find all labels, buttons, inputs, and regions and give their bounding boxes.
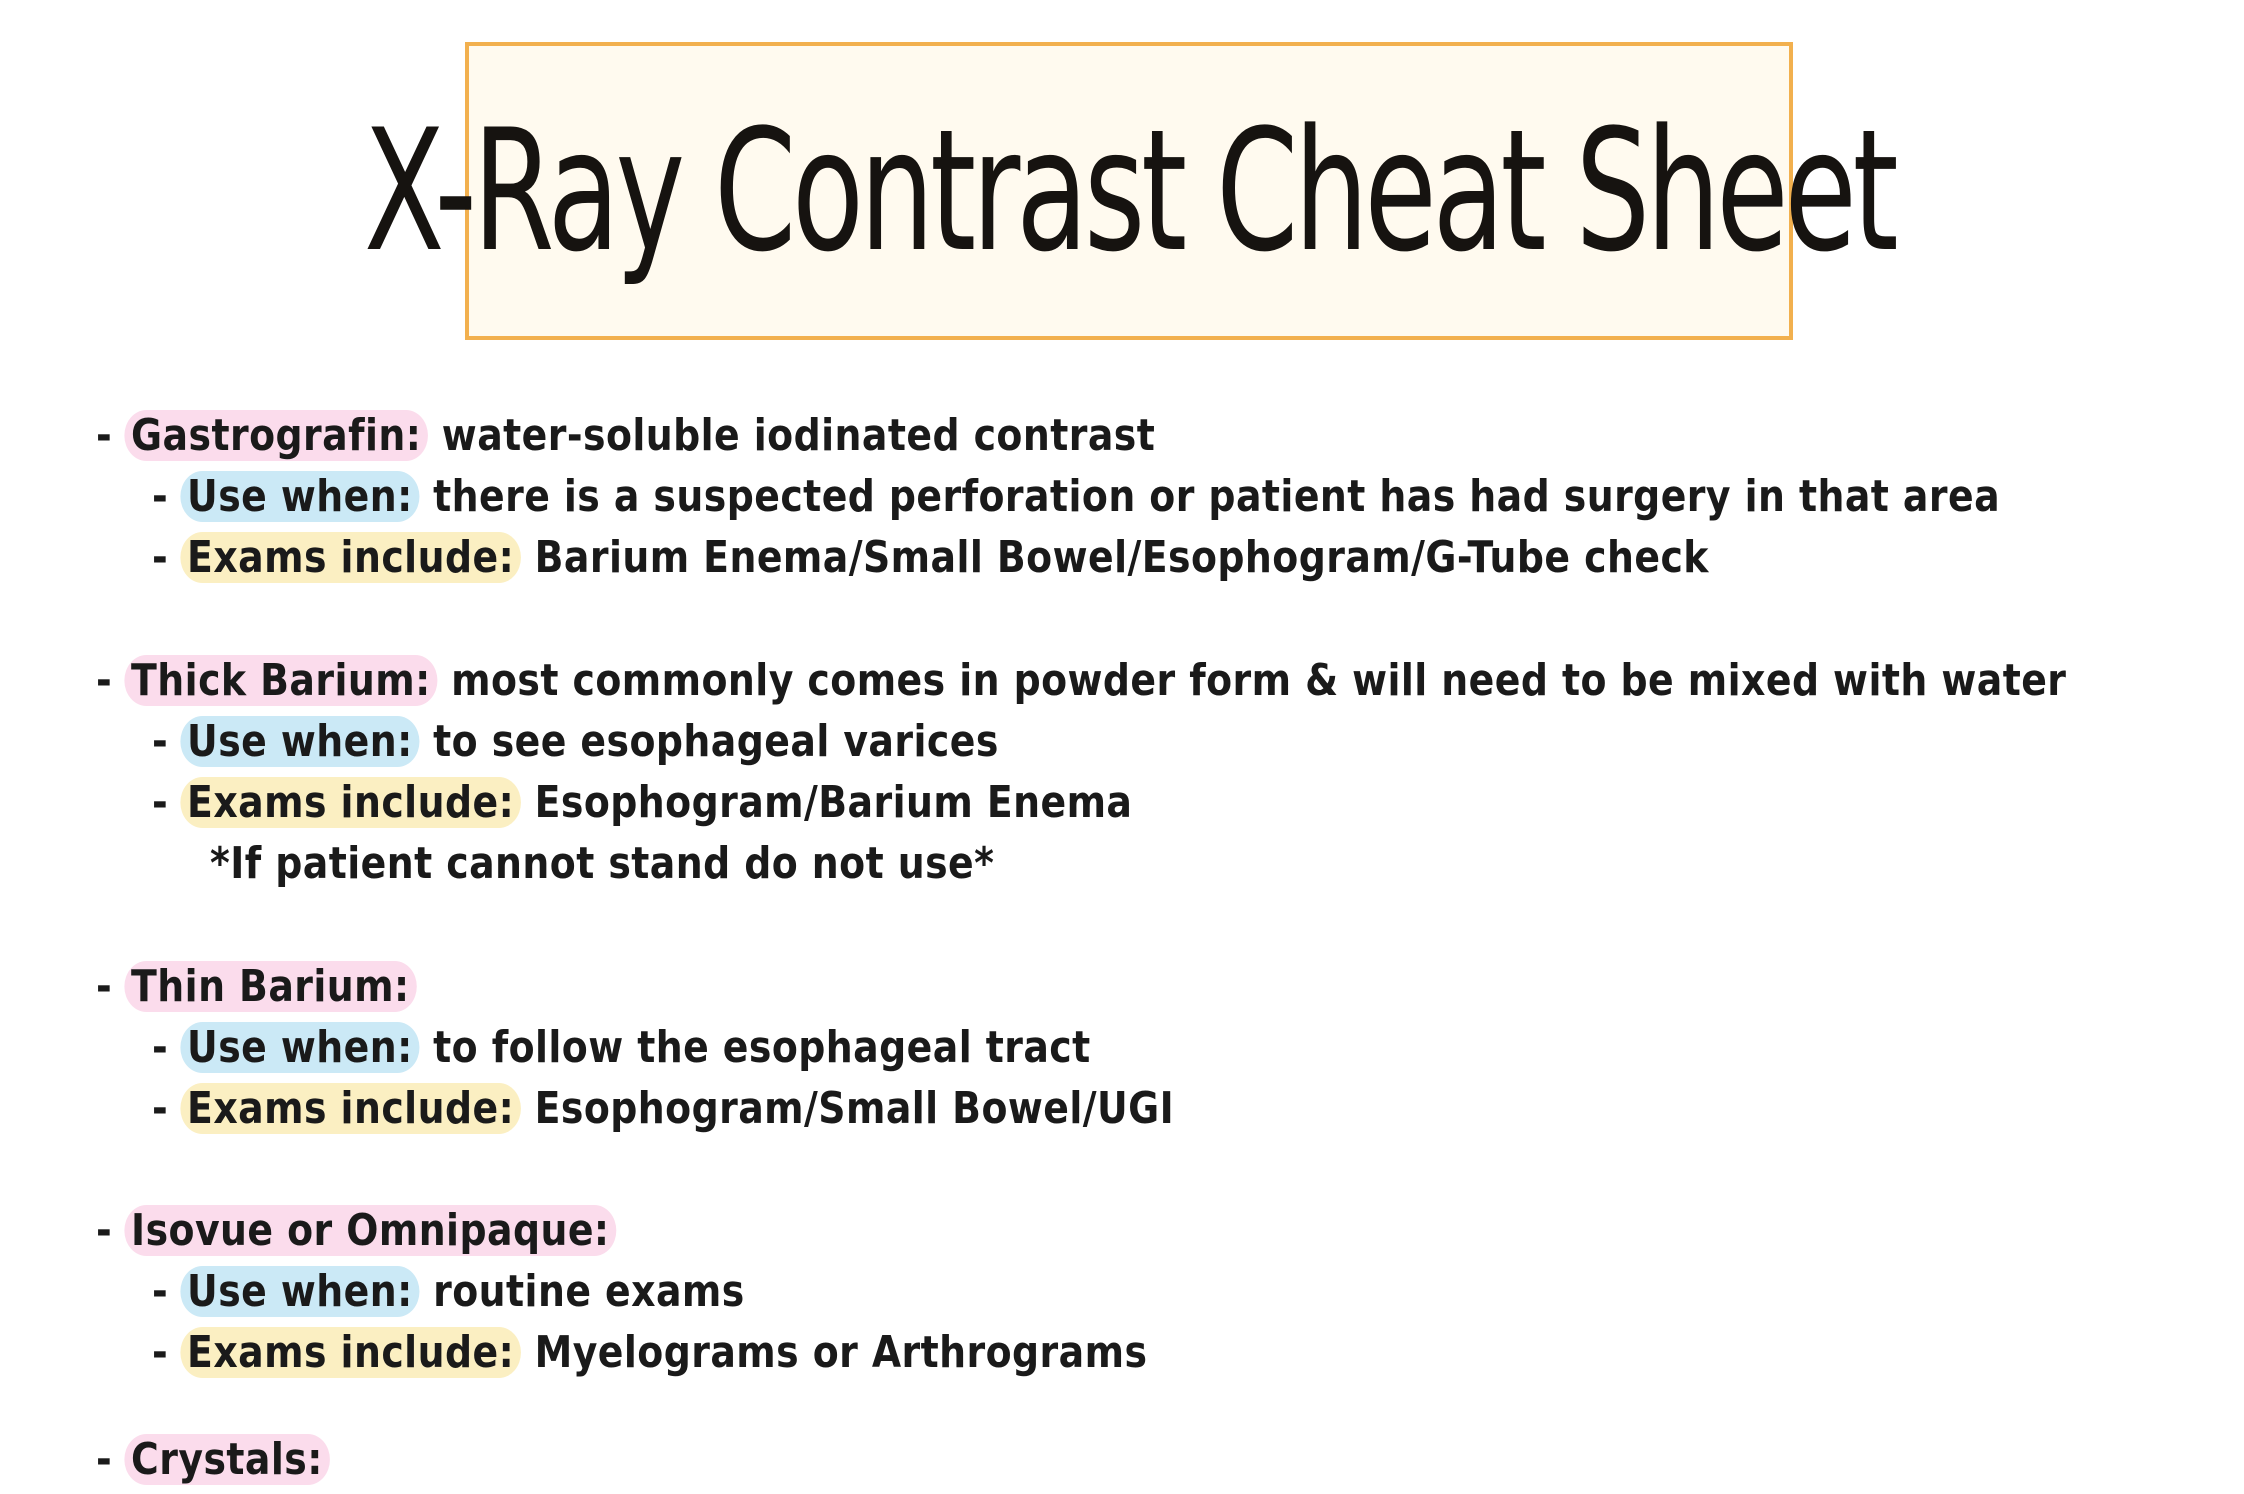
exams-include-text: Barium Enema/Small Bowel/Esophogram/G-Tube check xyxy=(534,532,1709,583)
section-gastrografin-heading: - Gastrografin: water-soluble iodinated contrast xyxy=(96,410,1156,461)
warning-note: *If patient cannot stand do not use* xyxy=(210,838,995,889)
use-when-text: to follow the esophageal tract xyxy=(433,1022,1091,1073)
contrast-description: water-soluble iodinated contrast xyxy=(441,410,1156,461)
section-thick-barium-exams: - Exams include: Esophogram/Barium Enema xyxy=(152,777,1133,828)
use-when-text: routine exams xyxy=(433,1266,745,1317)
section-crystals-heading: - Crystals: xyxy=(96,1430,330,1490)
contrast-name: Thick Barium: xyxy=(124,655,437,706)
section-gastrografin-use: - Use when: there is a suspected perforation or patient has had surgery in that area xyxy=(152,471,2001,522)
use-when-label: Use when: xyxy=(180,471,419,522)
contrast-description: most commonly comes in powder form & will need to be mixed with water xyxy=(451,655,2067,706)
section-thin-barium-use: - Use when: to follow the esophageal tract xyxy=(152,1022,1091,1073)
use-when-label: Use when: xyxy=(180,1022,419,1073)
section-thin-barium-heading: - Thin Barium: xyxy=(96,957,416,1017)
exams-include-text: Esophogram/Barium Enema xyxy=(534,777,1133,828)
section-gastrografin-exams: - Exams include: Barium Enema/Small Bowel/Esophogram/G-Tube check xyxy=(152,532,1709,583)
use-when-label: Use when: xyxy=(180,716,419,767)
section-isovue-heading: - Isovue or Omnipaque: xyxy=(96,1201,616,1261)
exams-include-label: Exams include: xyxy=(180,1327,521,1378)
exams-include-text: Esophogram/Small Bowel/UGI xyxy=(534,1083,1175,1134)
section-thick-barium-heading: - Thick Barium: most commonly comes in powder form & will need to be mixed with water xyxy=(96,655,2067,706)
section-isovue-exams: - Exams include: Myelograms or Arthrograms xyxy=(152,1327,1148,1378)
exams-include-text: Myelograms or Arthrograms xyxy=(534,1327,1148,1378)
exams-include-label: Exams include: xyxy=(180,532,521,583)
contrast-name: Thin Barium: xyxy=(124,961,416,1012)
contrast-name: Isovue or Omnipaque: xyxy=(124,1205,616,1256)
use-when-text: to see esophageal varices xyxy=(433,716,999,767)
exams-include-label: Exams include: xyxy=(180,1083,521,1134)
section-isovue-use: - Use when: routine exams xyxy=(152,1266,745,1317)
section-thin-barium-exams: - Exams include: Esophogram/Small Bowel/UGI xyxy=(152,1083,1175,1134)
page-title: X-Ray Contrast Cheat Sheet xyxy=(363,93,1895,289)
contrast-name: Gastrografin: xyxy=(124,410,428,461)
exams-include-label: Exams include: xyxy=(180,777,521,828)
section-thick-barium-use: - Use when: to see esophageal varices xyxy=(152,716,999,767)
use-when-text: there is a suspected perforation or patient has had surgery in that area xyxy=(433,471,2001,522)
contrast-name: Crystals: xyxy=(124,1434,329,1485)
use-when-label: Use when: xyxy=(180,1266,419,1317)
section-thick-barium-note xyxy=(210,834,994,894)
